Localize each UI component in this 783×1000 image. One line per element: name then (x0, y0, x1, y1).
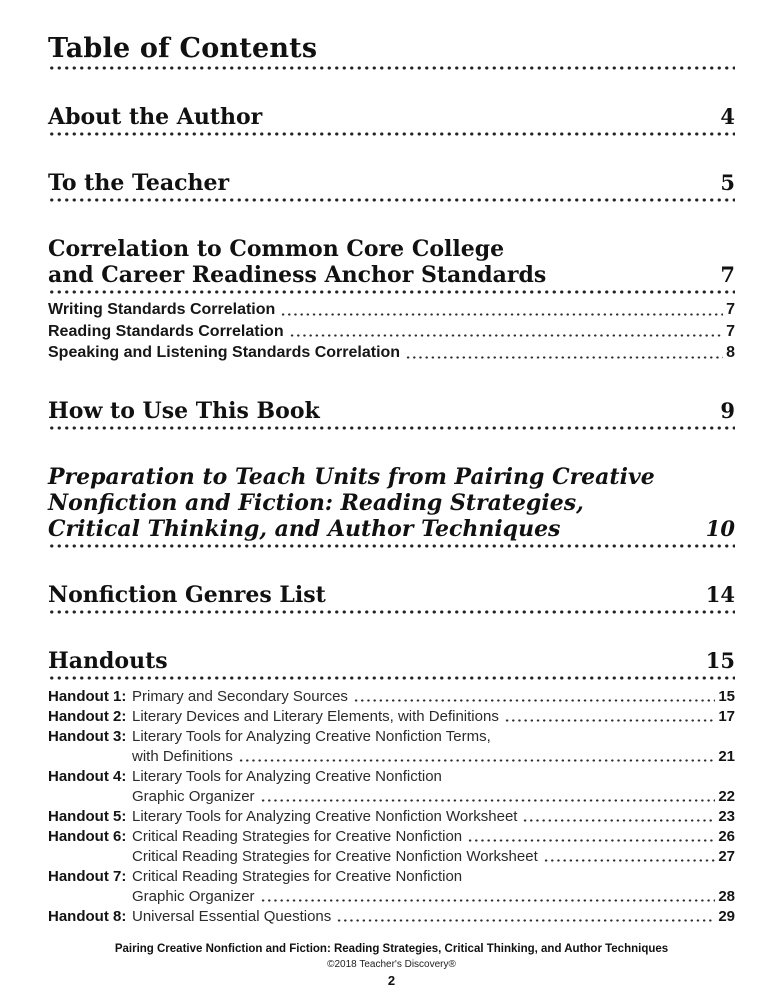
handout-row-2 (48, 707, 735, 727)
handout-row-8 (48, 907, 735, 927)
page-number: 15 (705, 647, 735, 673)
page-number: 28 (718, 887, 735, 905)
toc-entry-how-to-use (48, 398, 735, 430)
page-number: 17 (718, 707, 735, 725)
toc-entry-reading-standards (48, 321, 735, 343)
toc-entry-genres-list (48, 582, 735, 614)
page-number: 21 (718, 747, 735, 765)
handout-label: Handout 5: (48, 807, 127, 825)
handout-title: Universal Essential Questions (132, 907, 332, 925)
entry-title: Nonfiction Genres List (48, 581, 326, 608)
footer-book-title: Pairing Creative Nonfiction and Fiction: Reading Strategies, Critical Thinking, and Author Techniques (114, 943, 669, 955)
handout-title: Critical Reading Strategies for Creative Nonfiction (132, 827, 463, 845)
entry-title: To the Teacher (48, 170, 230, 196)
page-footer (48, 943, 735, 988)
handout-title: Literary Tools for Analyzing Creative Nonfiction Terms, (132, 727, 491, 745)
toc-entry-preparation (48, 464, 735, 548)
toc-entry-writing-standards (48, 299, 735, 321)
toc-title-row (48, 34, 735, 70)
footer-copyright: ©2018 Teacher's Discovery® (327, 959, 456, 970)
entry-title: Speaking and Listening Standards Correlation (48, 344, 401, 361)
dotted-leader (289, 334, 724, 342)
handout-title: Primary and Secondary Sources (132, 687, 348, 705)
dotted-leader (522, 819, 715, 827)
page-number: 9 (720, 397, 735, 423)
handout-title-continuation: Graphic Organizer (132, 787, 255, 805)
handout-title: Literary Devices and Literary Elements, with Definitions (132, 707, 499, 725)
toc-entry-handouts (48, 648, 735, 680)
entry-title: About the Author (48, 104, 263, 130)
page-number: 4 (720, 104, 735, 129)
page-number: 8 (726, 344, 735, 361)
entry-title-line3: Critical Thinking, and Author Techniques (48, 515, 561, 542)
handout-row-7-continuation (48, 887, 735, 907)
handout-label: Handout 3: (48, 727, 127, 745)
handout-row-3 (48, 727, 735, 747)
entry-title-line2-row (48, 262, 735, 294)
handout-title-continuation: with Definitions (132, 747, 233, 765)
handout-title-continuation: Critical Reading Strategies for Creative Nonfiction Worksheet (132, 847, 538, 865)
page-number: 7 (726, 301, 735, 318)
dotted-leader (238, 759, 715, 767)
entry-title: Reading Standards Correlation (48, 322, 284, 340)
dotted-leader (353, 699, 715, 707)
page-number: 22 (718, 787, 735, 805)
handout-label: Handout 7: (48, 867, 127, 885)
footer-page-number: 2 (387, 973, 396, 988)
page-number: 26 (718, 827, 735, 845)
dotted-leader (543, 859, 716, 867)
page-number: 7 (726, 322, 735, 340)
handout-row-4 (48, 767, 735, 787)
page-number: 5 (720, 170, 735, 195)
page-title: Table of Contents (48, 33, 318, 64)
handout-row-6-continuation (48, 847, 735, 867)
page-number: 10 (705, 515, 735, 541)
entry-title-line2: and Career Readiness Anchor Standards (48, 262, 547, 288)
dotted-leader (504, 719, 715, 727)
handout-list (48, 687, 735, 927)
handout-label: Handout 4: (48, 767, 127, 785)
correlation-sub-items (48, 299, 735, 364)
handout-label: Handout 2: (48, 707, 127, 725)
toc-entry-correlation (48, 236, 735, 364)
entry-title: Handouts (48, 647, 168, 674)
handout-title: Literary Tools for Analyzing Creative Nonfiction Worksheet (132, 807, 518, 825)
page-number: 27 (718, 847, 735, 865)
page-number: 15 (718, 687, 735, 705)
page-number: 23 (718, 807, 735, 825)
handout-label: Handout 8: (48, 907, 127, 925)
page-number: 7 (720, 262, 735, 287)
handout-label: Handout 1: (48, 687, 127, 705)
dotted-leader (405, 356, 723, 364)
page-number: 29 (718, 907, 735, 925)
dotted-leader (260, 899, 716, 907)
entry-title: How to Use This Book (48, 397, 320, 424)
dotted-leader (260, 799, 716, 807)
dotted-leader (467, 839, 715, 847)
handout-row-7 (48, 867, 735, 887)
handout-title-continuation: Graphic Organizer (132, 887, 255, 905)
handout-row-1 (48, 687, 735, 707)
entry-title: Writing Standards Correlation (48, 301, 276, 318)
toc-entry-speaking-listening-standards (48, 342, 735, 364)
handout-row-4-continuation (48, 787, 735, 807)
handout-title: Literary Tools for Analyzing Creative Nonfiction (132, 767, 442, 785)
page-number: 14 (705, 581, 735, 607)
handout-row-3-continuation (48, 747, 735, 767)
handout-label: Handout 6: (48, 827, 127, 845)
dotted-leader (280, 313, 723, 321)
handout-title: Critical Reading Strategies for Creative Nonfiction (132, 867, 463, 885)
dotted-leader (336, 919, 715, 927)
entry-title-line1: Correlation to Common Core College (48, 236, 505, 262)
entry-title-line1: Preparation to Teach Units from Pairing Creative (48, 463, 655, 490)
toc-entry-to-the-teacher (48, 170, 735, 202)
entry-title-line3-row (48, 516, 735, 548)
handout-row-6 (48, 827, 735, 847)
toc-entry-about-the-author (48, 104, 735, 136)
handout-row-5 (48, 807, 735, 827)
entry-title-line2: Nonfiction and Fiction: Reading Strategies, (48, 489, 584, 516)
